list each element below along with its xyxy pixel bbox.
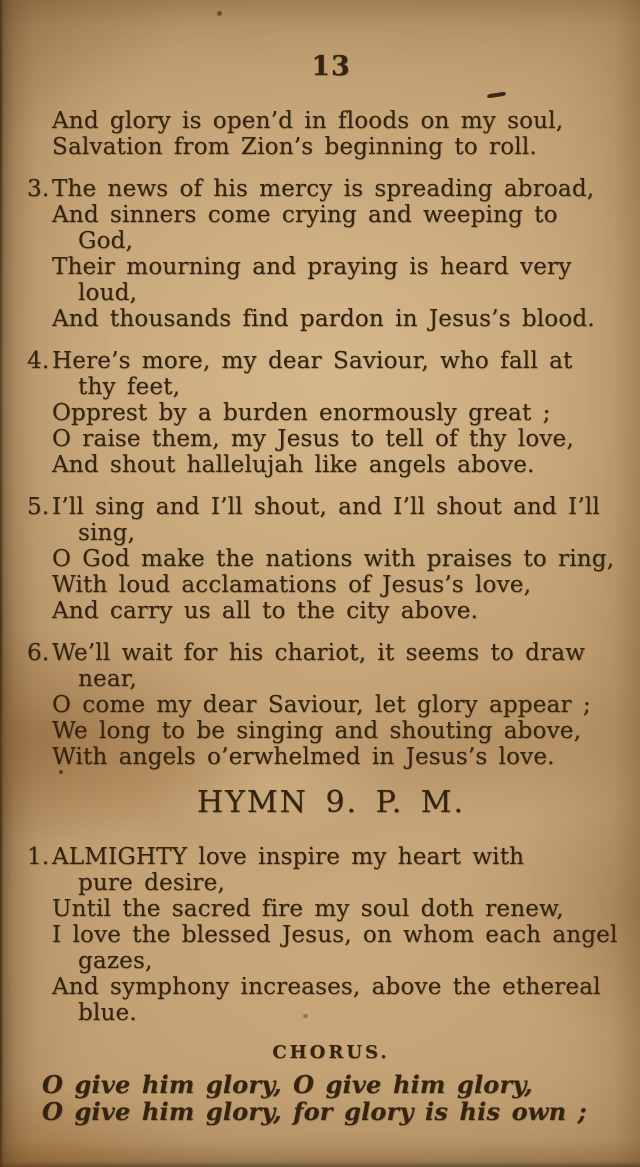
hymn-line (52, 922, 618, 948)
hymn-line (52, 134, 610, 160)
line-text: The news of his mercy is spreading abroad, (52, 176, 595, 202)
hymn-line (52, 974, 610, 1000)
verse-number: 5. (27, 494, 50, 520)
hymn-line (52, 718, 610, 744)
line-text: O come my dear Saviour, let glory appear ; (52, 692, 591, 718)
line-text: Opprest by a burden enormously great ; (52, 400, 551, 426)
line-text: With angels o’erwhelmed in Jesus’s love. (52, 744, 555, 770)
line-text: O God make the nations with praises to ring, (52, 546, 615, 572)
hymn-stanza (27, 640, 610, 770)
hymn-line (52, 306, 610, 332)
line-text: I love the blessed Jesus, on whom each angel (52, 922, 618, 948)
line-text: And shout hallelujah like angels above. (52, 452, 535, 478)
line-text: gazes, (78, 948, 153, 974)
line-text: pure desire, (78, 870, 225, 896)
chorus-line (42, 1071, 610, 1098)
hymn-line (27, 640, 610, 666)
chorus-label: CHORUS. (272, 1042, 390, 1063)
hymn-line (27, 176, 610, 202)
hymn-line (27, 844, 610, 870)
hymn-line (52, 572, 610, 598)
hymn-line (52, 546, 615, 572)
line-text: We’ll wait for his chariot, it seems to draw (52, 640, 586, 666)
hymn-line (52, 280, 610, 306)
paper-speck (217, 11, 222, 16)
line-text: And thousands find pardon in Jesus’s blood. (52, 306, 595, 332)
line-text: thy feet, (78, 374, 181, 400)
line-text: Here’s more, my dear Saviour, who fall at (52, 348, 573, 374)
line-text: loud, (78, 280, 138, 306)
line-text: God, (78, 228, 134, 254)
line-text: sing, (78, 520, 136, 546)
hymn-line (52, 254, 610, 280)
hymn-line (27, 348, 610, 374)
line-text: Their mourning and praying is heard very (52, 254, 572, 280)
verse-number: 6. (27, 640, 50, 666)
line-text: near, (78, 666, 137, 692)
line-text: And symphony increases, above the ethereal (52, 974, 601, 1000)
hymn-stanza (52, 108, 610, 160)
line-text: ALMIGHTY love inspire my heart with (52, 844, 525, 870)
hymn-line (52, 1000, 610, 1026)
hymn-line (52, 870, 610, 896)
paper-speck (303, 1014, 308, 1018)
hymn-stanza (27, 176, 610, 332)
hymn-line (52, 108, 610, 134)
line-text: We long to be singing and shouting above, (52, 718, 582, 744)
hymn-title: HYMN 9. P. M. (196, 785, 466, 820)
hymn-stanza (27, 348, 610, 478)
hymn-line (52, 896, 610, 922)
hymn-line (52, 374, 610, 400)
chorus-line (42, 1098, 610, 1125)
hymn-line (52, 598, 610, 624)
verse-number: 4. (27, 348, 50, 374)
line-text: blue. (78, 1000, 137, 1026)
hymn-line (52, 744, 610, 770)
hymn-line (27, 494, 610, 520)
hymn-line (52, 692, 610, 718)
verse-number: 1. (27, 844, 50, 870)
hymn-stanza (27, 494, 615, 624)
verse-number: 3. (27, 176, 50, 202)
page-number: 13 (311, 51, 351, 82)
line-text: O give him glory, for glory is his own ; (42, 1097, 587, 1126)
hymn-line (52, 400, 610, 426)
line-text: And carry us all to the city above. (52, 598, 479, 624)
line-text: I’ll sing and I’ll shout, and I’ll shout and I’ll (52, 494, 600, 520)
hymn-line (52, 666, 610, 692)
hymn-line (52, 202, 610, 228)
hymn-line (52, 228, 610, 254)
paper-speck (59, 770, 63, 774)
hymn-line (52, 452, 610, 478)
line-text: Until the sacred fire my soul doth renew, (52, 896, 564, 922)
line-text: With loud acclamations of Jesus’s love, (52, 572, 532, 598)
line-text: O raise them, my Jesus to tell of thy love, (52, 426, 574, 452)
line-text: And glory is open’d in floods on my soul, (52, 108, 564, 134)
hymn-line (52, 948, 610, 974)
line-text: O give him glory, O give him glory, (42, 1070, 533, 1099)
line-text: Salvation from Zion’s beginning to roll. (52, 134, 537, 160)
line-text: And sinners come crying and weeping to (52, 202, 558, 228)
chorus-lines (42, 1071, 610, 1125)
hymn-line (52, 426, 610, 452)
hymn-line (52, 520, 610, 546)
hymn-stanza (27, 844, 618, 1026)
page-body (27, 108, 618, 1126)
